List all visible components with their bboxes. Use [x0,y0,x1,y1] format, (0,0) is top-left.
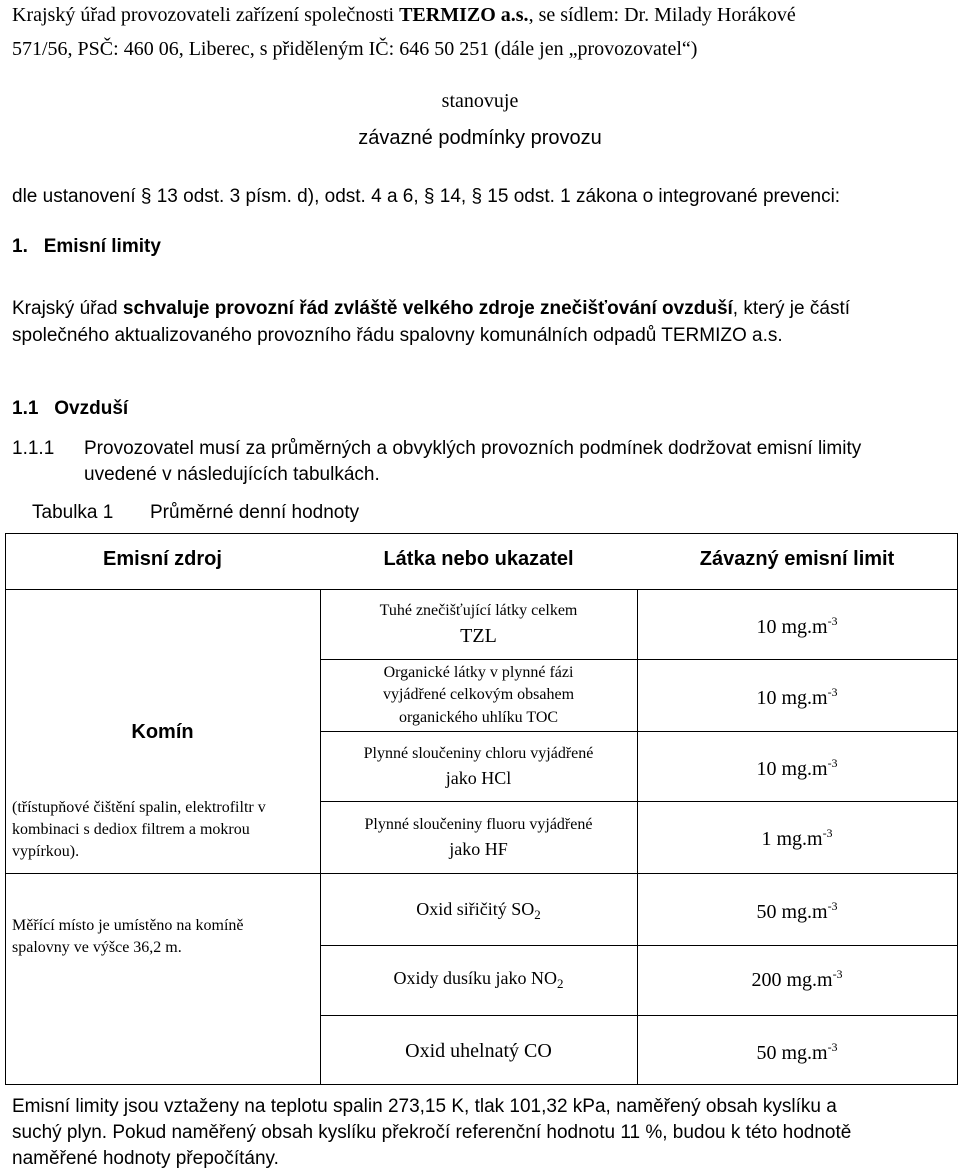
substance-hf: Plynné sloučeniny fluoru vyjádřené [364,816,593,833]
table-border [320,945,957,946]
limit-tzl [637,614,957,639]
limit-exponent: -3 [827,1040,838,1054]
substance-toc-line-2: vyjádřené celkovým obsahem [382,686,575,703]
subscript: 2 [557,976,564,991]
legal-basis: dle ustanovení § 13 odst. 3 písm. d), odst. 4 a 6, § 14, § 15 odst. 1 zákona o integrované prevenci: [12,186,841,207]
limit-value: 10 mg.m [756,758,828,780]
company-name: TERMIZO a.s. [399,4,529,26]
limit-hf [637,826,957,851]
table-border [320,801,957,802]
substance-so2 [320,899,637,923]
section-number: 1. [12,236,28,257]
footer-line-1: Emisní limity jsou vztaženy na teplotu spalin 273,15 K, tlak 101,32 kPa, naměřený obsah kyslíku a [12,1096,837,1117]
header-substance: Látka nebo ukazatel [383,548,574,570]
table-border [5,533,6,1085]
approval-line-2: společného aktualizovaného provozního řádu spalovny komunálních odpadů TERMIZO a.s. [12,325,783,346]
limit-so2 [637,899,957,924]
section-1-1-heading [12,398,128,420]
section-1-heading [12,236,161,258]
limit-exponent: -3 [827,685,838,699]
para-1-1-1-number: 1.1.1 [12,438,55,459]
table-caption-label: Tabulka 1 [32,502,114,523]
limit-co [637,1040,957,1065]
limit-value: 50 mg.m [756,1042,828,1064]
approval-text: , který je částí [732,298,850,319]
table-border [5,1084,958,1085]
substance-no2 [320,968,637,992]
table-border [320,873,957,874]
footer-line-3: naměřené hodnoty přepočítány. [12,1148,279,1169]
measurement-note: Měřící místo je umístěno na komíně spalovny ve výšce 36,2 m. [12,917,244,956]
approval-bold: schvaluje provozní řád zvláště velkého zdroje znečišťování ovzduší [122,298,733,319]
substance-hcl: Plynné sloučeniny chloru vyjádřené [363,745,594,762]
header-emission-limit: Závazný emisní limit [699,548,895,570]
intro-line-2: 571/56, PSČ: 460 06, Liberec, s přiděleným IČ: 646 50 251 (dále jen „provozovatel“) [12,38,698,60]
para-1-1-1-line-2: uvedené v následujících tabulkách. [84,464,380,485]
substance-name: Oxidy dusíku jako NO [393,968,557,988]
limit-hcl [637,756,957,781]
limit-value: 10 mg.m [756,687,828,709]
substance-name: Oxid siřičitý SO [416,899,535,919]
substance-tzl: Tuhé znečišťující látky celkem [379,602,578,619]
table-border [320,1015,957,1016]
limit-exponent: -3 [822,826,833,840]
substance-co: Oxid uhelnatý CO [405,1040,552,1062]
section-number: 1.1 [12,398,39,419]
intro-text: Krajský úřad provozovateli zařízení společnosti [12,4,400,26]
limit-exponent: -3 [827,899,838,913]
table-border [320,659,957,660]
limit-exponent: -3 [832,967,843,981]
source-note: (třístupňové čištění spalin, elektrofiltr v kombinaci s dediox filtrem a mokrou vypírkou). [12,799,266,860]
limit-value: 50 mg.m [756,901,828,923]
table-border [5,873,320,874]
intro-text: , se sídlem: Dr. Milady Horákové [528,4,796,26]
source-name: Komín [131,721,194,743]
limit-exponent: -3 [827,756,838,770]
substance-toc-line-3: organického uhlíku TOC [398,709,559,726]
approval-line-1 [12,298,850,320]
footer-line-2: suchý plyn. Pokud naměřený obsah kyslíku překročí referenční hodnotu 11 %, budou k této hodnotě [12,1122,852,1143]
section-title: Emisní limity [43,236,161,257]
substance-toc: Organické látky v plynné fázi [383,664,574,681]
section-title: Ovzduší [54,398,129,419]
limit-toc [637,685,957,710]
table-border [957,533,958,1085]
table-caption-title: Průměrné denní hodnoty [150,502,360,523]
substance-hcl-line-2: jako HCl [445,768,512,788]
conditions-heading: závazné podmínky provozu [358,127,602,149]
table-border [5,533,958,534]
stanovuje-text: stanovuje [441,90,519,112]
limit-no2 [637,967,957,992]
approval-text: Krajský úřad [12,298,123,319]
substance-hf-line-2: jako HF [449,839,508,859]
intro-line-1 [12,4,796,27]
table-border [320,731,957,732]
limit-value: 200 mg.m [751,969,833,991]
limit-exponent: -3 [827,614,838,628]
header-emission-source: Emisní zdroj [103,548,222,570]
subscript: 2 [534,907,541,922]
para-1-1-1-line-1: Provozovatel musí za průměrných a obvyklých provozních podmínek dodržovat emisní limity [84,438,862,459]
limit-value: 10 mg.m [756,616,828,638]
substance-tzl-code: TZL [460,625,497,647]
limit-value: 1 mg.m [761,828,823,850]
table-border [5,589,958,590]
